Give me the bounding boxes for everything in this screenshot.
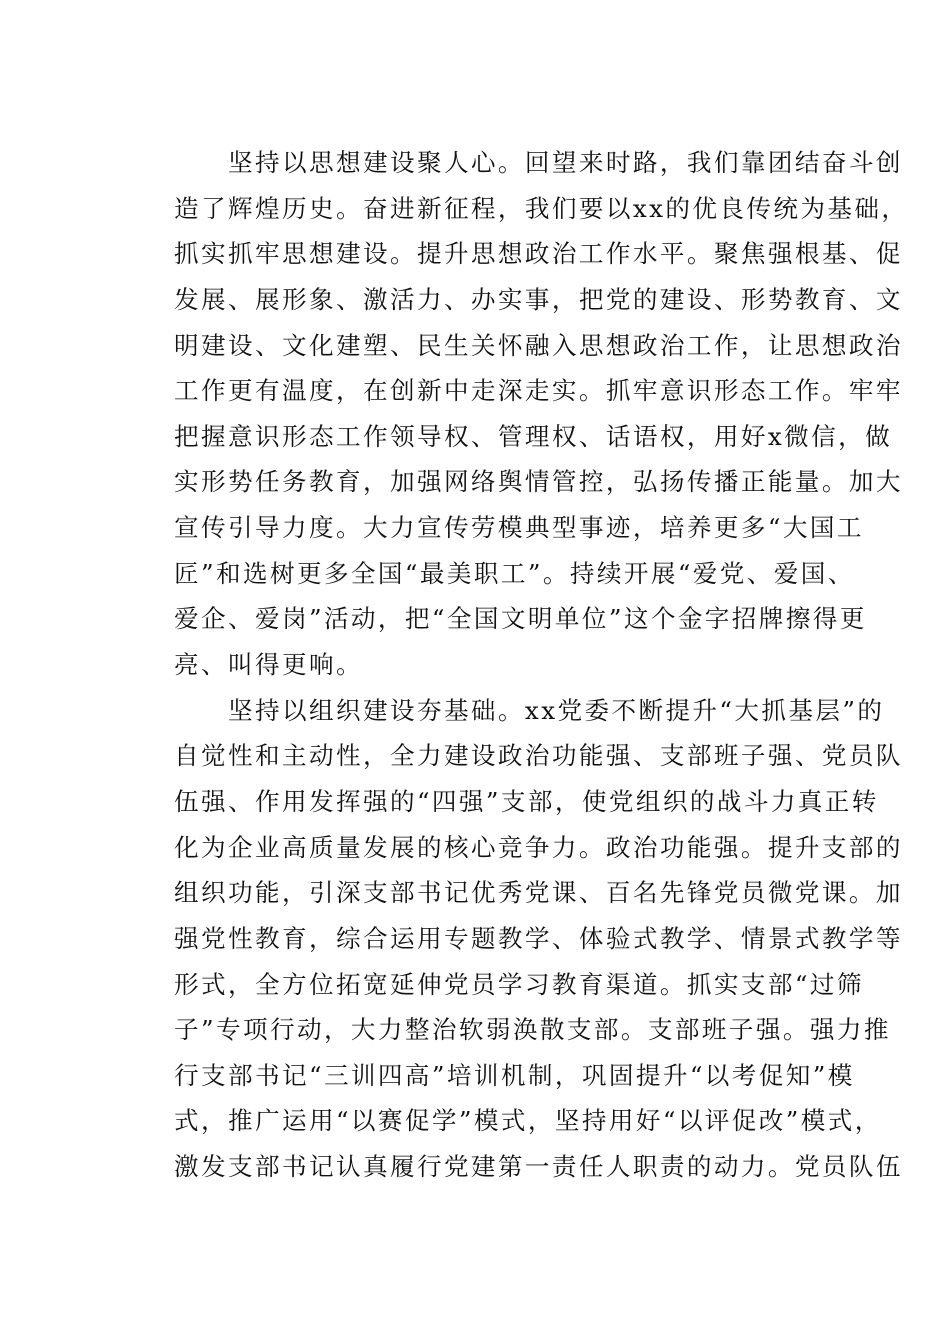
text-line: 自觉性和主动性，全力建设政治功能强、支部班子强、党员队 [174, 741, 903, 771]
text-line: 伍强、作用发挥强的“四强”支部，使党组织的战斗力真正转 [174, 786, 879, 816]
text-line: 亮、叫得更响。 [174, 650, 363, 680]
text-line: 组织功能，引深支部书记优秀党课、百名先锋党员微党课。加 [174, 878, 903, 908]
text-line: 坚持以思想建设聚人心。回望来时路，我们靠团结奋斗创 [174, 148, 903, 177]
paragraph-organization-building [174, 688, 903, 1190]
text-line: 子”专项行动，大力整治软弱涣散支部。支部班子强。强力推 [174, 1015, 891, 1045]
text-line: 形式，全方位拓宽延伸党员学习教育渠道。抓实支部“过筛 [174, 969, 864, 999]
text-line: 化为企业高质量发展的核心竞争力。政治功能强。提升支部的 [174, 832, 903, 862]
text-line: 实形势任务教育，加强网络舆情管控，弘扬传播正能量。加大 [174, 467, 903, 497]
text-line: 抓实抓牢思想建设。提升思想政治工作水平。聚焦强根基、促 [174, 239, 903, 269]
text-line: 明建设、文化建塑、民生关怀融入思想政治工作，让思想政治 [174, 330, 903, 360]
text-line: 激发支部书记认真履行党建第一责任人职责的动力。党员队伍 [174, 1152, 903, 1182]
text-line: 强党性教育，综合运用专题教学、体验式教学、情景式教学等 [174, 923, 903, 953]
text-line: 匠”和选树更多全国“最美职工”。持续开展“爱党、爱国、 [174, 558, 855, 588]
text-line: 把握意识形态工作领导权、管理权、话语权，用好x微信，做 [174, 421, 893, 451]
text-line: 发展、展形象、激活力、办实事，把党的建设、形势教育、文 [174, 284, 903, 314]
paragraph-thought-building [174, 140, 909, 688]
document-body [174, 140, 909, 1190]
text-line: 造了辉煌历史。奋进新征程，我们要以xx的优良传统为基础， [174, 193, 909, 223]
text-line: 行支部书记“三训四高”培训机制，巩固提升“以考促知”模 [174, 1060, 855, 1090]
text-line: 式，推广运用“以赛促学”模式，坚持用好“以评促改”模式， [174, 1106, 882, 1136]
text-line: 宣传引导力度。大力宣传劳模典型事迹，培养更多“大国工 [174, 513, 864, 543]
text-line: 坚持以组织建设夯基础。xx党委不断提升“大抓基层”的 [174, 695, 885, 725]
text-line: 爱企、爱岗”活动，把“全国文明单位”这个金字招牌擦得更 [174, 604, 867, 634]
text-line: 工作更有温度，在创新中走深走实。抓牢意识形态工作。牢牢 [174, 376, 903, 406]
